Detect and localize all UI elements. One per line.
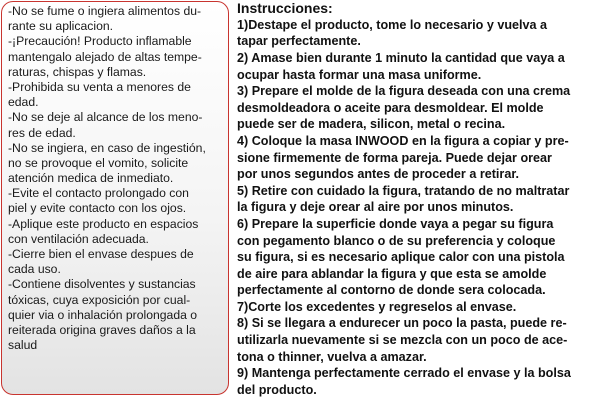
instruction-line: sione firmemente de forma pareja. Puede dejar orear (237, 150, 552, 165)
instruction-line: perfectamente al contorno de donde sera colocada. (237, 283, 546, 298)
instruction-line: utilizarla nuevamente si se mezcla con un poco de ace- (237, 333, 568, 348)
warning-line: reiterada origina graves daños a la (8, 322, 196, 337)
warning-line: -Prohibida su venta a menores de (8, 79, 191, 94)
warning-line: res de edad. (8, 125, 76, 140)
warning-line: edad. (8, 95, 39, 110)
instruction-line: 8) Si se llegara a endurecer un poco la pasta, puede re- (237, 316, 567, 331)
warning-line: con ventilación adecuada. (8, 231, 149, 246)
warning-line: cada uso. (8, 262, 61, 277)
warning-line: no se provoque el vomito, solicite (8, 155, 189, 170)
instruction-line: tona o thinner, vuelva a amazar. (237, 349, 427, 364)
instruction-line: 6) Prepare la superficie donde vaya a pegar su figura (237, 216, 554, 231)
warning-line: -No se fume o ingiera alimentos du- (8, 4, 202, 18)
instruction-line: 5) Retire con cuidado la figura, tratando de no maltratar (237, 183, 570, 198)
instruction-line: de aire para ablandar la figura y que esta se amolde (237, 266, 547, 281)
instruction-line: 7)Corte los excedentes y regreselos al envase. (237, 299, 517, 314)
instruction-line: 1)Destape el producto, tome lo necesario y vuelva a (237, 17, 548, 32)
warning-line: tóxicas, cuya exposición por cual- (8, 292, 191, 307)
instruction-line: tapar perfectamente. (237, 34, 361, 49)
instruction-line: desmoldeadora o aceite para desmoldear. El molde (237, 100, 544, 115)
instruction-line: con pegamento blanco o de su preferencia y coloque (237, 233, 556, 248)
instruction-line: puede ser de madera, silicon, metal o recina. (237, 117, 506, 132)
warning-line: rante su aplicacion. (8, 19, 114, 34)
warning-line: atención medica de inmediato. (8, 171, 174, 186)
warning-line: piel y evite contacto con los ojos. (8, 201, 187, 216)
warnings-box (1, 1, 229, 395)
instructions-title: Instrucciones: (237, 0, 333, 16)
warning-line: -¡Precaución! Producto inflamable (8, 34, 192, 49)
instruction-line: 3) Prepare el molde de la figura deseada con una crema (237, 84, 571, 99)
warning-line: -Contiene disolventes y sustancias (8, 277, 196, 292)
instruction-line: la figura y deje orear al aire por unos minutos. (237, 200, 514, 215)
warning-line: -No se ingiera, en caso de ingestión, (8, 140, 206, 155)
warning-line: quier via o inhalación prolongada o (8, 307, 198, 322)
instruction-line: del producto. (237, 382, 317, 397)
instruction-line: por unos segundos antes de proceder a retirar. (237, 167, 520, 182)
instructions-section (237, 0, 597, 400)
instruction-line: 4) Coloque la masa INWOOD en la figura a copiar y pre- (237, 133, 569, 148)
instruction-line: 2) Amase bien durante 1 minuto la cantidad que vaya a (237, 50, 565, 65)
instruction-line: su figura, si es necesario aplique calor con una pistola (237, 250, 565, 265)
warning-line: -No se deje al alcance de los meno- (8, 110, 203, 125)
instruction-line: 9) Mantenga perfectamente cerrado el envase y la bolsa (237, 366, 571, 381)
warning-line: -Aplique este producto en espacios (8, 216, 199, 231)
warning-line: -Cierre bien el envase despues de (8, 247, 194, 261)
warning-line: salud (8, 338, 38, 353)
warning-line: raturas, chispas y flamas. (8, 64, 147, 79)
warning-line: -Evite el contacto prolongado con (8, 186, 189, 201)
warning-line: mantengalo alejado de altas tempe- (8, 49, 202, 64)
instruction-line: ocupar hasta formar una masa uniforme. (237, 67, 482, 82)
